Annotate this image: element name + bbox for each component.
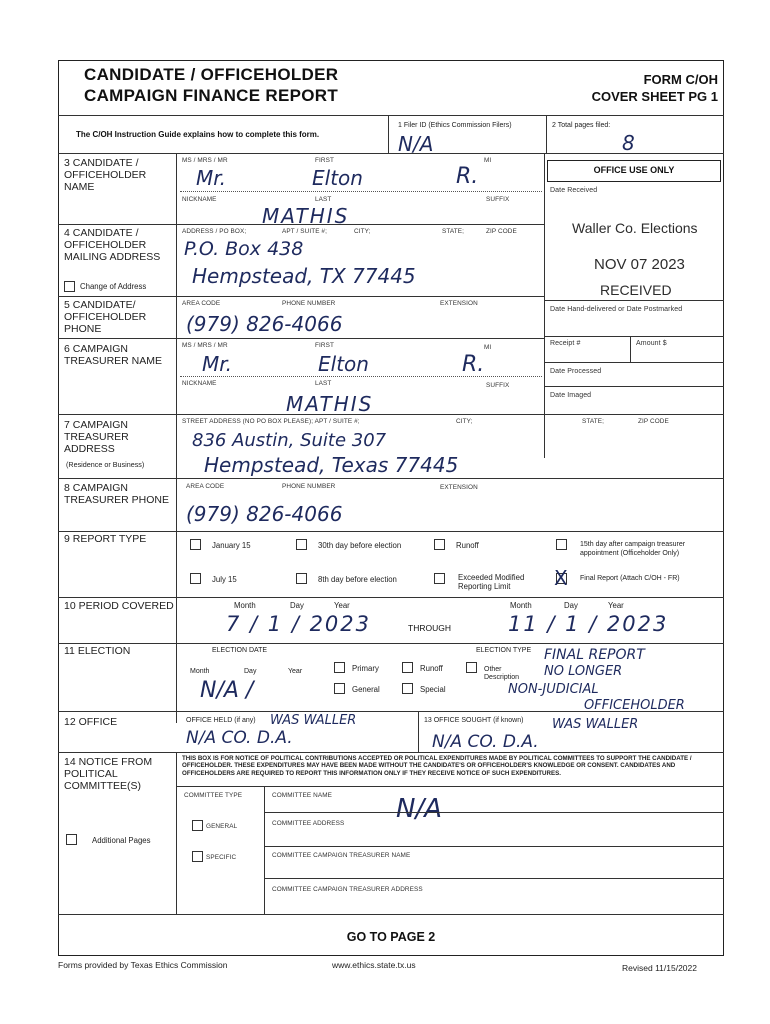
election-runoff-label: Runoff bbox=[420, 664, 443, 673]
s10-from-value[interactable]: 7 / 1 / 2023 bbox=[226, 612, 372, 636]
s10-to-year-label: Year bbox=[608, 601, 624, 610]
footer-revised: Revised 11/15/2022 bbox=[622, 963, 697, 973]
election-other-label: Other bbox=[484, 666, 502, 673]
s11-day-label: Day bbox=[244, 668, 257, 675]
additional-pages-checkbox[interactable] bbox=[66, 834, 77, 845]
footer-website[interactable]: www.ethics.state.tx.us bbox=[332, 960, 416, 970]
s10-through-label: THROUGH bbox=[408, 623, 451, 633]
s4-city-label: CITY; bbox=[354, 228, 371, 235]
s5-ext-label: EXTENSION bbox=[440, 300, 478, 307]
total-pages-value[interactable]: 8 bbox=[622, 131, 635, 155]
office-held-line1[interactable]: WAS WALLER bbox=[270, 713, 357, 728]
s6-first-value[interactable]: Elton bbox=[318, 352, 369, 376]
s3-last-label: LAST bbox=[315, 196, 332, 203]
election-other-desc-label: Description bbox=[484, 674, 520, 681]
report-jan15-label: January 15 bbox=[212, 541, 251, 550]
other-desc-line1[interactable]: FINAL REPORT bbox=[544, 647, 645, 663]
election-special-checkbox[interactable] bbox=[402, 683, 413, 694]
s6-suffix-label: SUFFIX bbox=[486, 382, 510, 389]
s5-area-label: AREA CODE bbox=[182, 300, 221, 307]
section6-title: 6 CAMPAIGN TREASURER NAME bbox=[64, 343, 163, 367]
s6-last-label: LAST bbox=[315, 380, 332, 387]
s10-from-year-label: Year bbox=[334, 601, 350, 610]
s3-first-label: FIRST bbox=[315, 157, 334, 164]
report-runoff-label: Runoff bbox=[456, 541, 479, 550]
committee-type-label: COMMITTEE TYPE bbox=[184, 792, 243, 799]
s3-last-value[interactable]: MATHIS bbox=[262, 204, 350, 228]
section11-title: 11 ELECTION bbox=[64, 645, 131, 657]
office-held-line2[interactable]: N/A CO. D.A. bbox=[186, 728, 293, 748]
filer-id-value[interactable]: N/A bbox=[398, 132, 434, 156]
s3-mi-label: MI bbox=[484, 157, 492, 164]
s10-to-value[interactable]: 11 / 1 / 2023 bbox=[508, 612, 669, 636]
date-processed-label: Date Processed bbox=[550, 368, 602, 375]
election-other-checkbox[interactable] bbox=[466, 662, 477, 673]
section5-title: 5 CANDIDATE/ OFFICEHOLDER PHONE bbox=[64, 299, 147, 335]
s4-zip-label: ZIP CODE bbox=[486, 228, 517, 235]
s3-suffix-label: SUFFIX bbox=[486, 196, 510, 203]
report-final-checkmark: X bbox=[554, 566, 568, 590]
report-30th-checkbox[interactable] bbox=[296, 539, 307, 550]
footer-provided: Forms provided by Texas Ethics Commission bbox=[58, 960, 228, 970]
s8-area-label: AREA CODE bbox=[186, 483, 225, 490]
report-jul15-checkbox[interactable] bbox=[190, 573, 201, 584]
total-pages-label: 2 Total pages filed: bbox=[552, 122, 611, 129]
s6-first-label: FIRST bbox=[315, 342, 334, 349]
receipt-label: Receipt # bbox=[550, 340, 581, 347]
s3-prefix-value[interactable]: Mr. bbox=[196, 166, 226, 190]
election-special-label: Special bbox=[420, 685, 446, 694]
election-runoff-checkbox[interactable] bbox=[402, 662, 413, 673]
committee-general-checkbox[interactable] bbox=[192, 820, 203, 831]
s8-phone-label: PHONE NUMBER bbox=[282, 483, 336, 490]
change-of-address-checkbox[interactable] bbox=[64, 281, 75, 292]
s3-mi-value[interactable]: R. bbox=[456, 164, 479, 189]
instruction-note: The C/OH Instruction Guide explains how to complete this form. bbox=[76, 130, 320, 139]
report-final-label: Final Report (Attach C/OH - FR) bbox=[580, 575, 680, 582]
election-general-label: General bbox=[352, 685, 380, 694]
committee-value[interactable]: N/A bbox=[396, 794, 442, 824]
s3-nickname-label: NICKNAME bbox=[182, 196, 217, 203]
s6-nickname-label: NICKNAME bbox=[182, 380, 217, 387]
report-exceeded-checkbox[interactable] bbox=[434, 573, 445, 584]
report-8th-checkbox[interactable] bbox=[296, 573, 307, 584]
report-8th-label: 8th day before election bbox=[318, 575, 397, 584]
committee-specific-label: SPECIFIC bbox=[206, 854, 237, 861]
office-held-label: OFFICE HELD (if any) bbox=[186, 717, 256, 724]
stamp-line1: Waller Co. Elections bbox=[572, 220, 698, 236]
election-general-checkbox[interactable] bbox=[334, 683, 345, 694]
s6-prefix-value[interactable]: Mr. bbox=[202, 352, 232, 376]
s10-to-month-label: Month bbox=[510, 601, 532, 610]
s7-address-line1[interactable]: 836 Austin, Suite 307 bbox=[192, 430, 387, 451]
s10-from-month-label: Month bbox=[234, 601, 256, 610]
committee-specific-checkbox[interactable] bbox=[192, 851, 203, 862]
committee-name-label: COMMITTEE NAME bbox=[272, 792, 332, 799]
date-received-label: Date Received bbox=[550, 187, 598, 194]
election-primary-checkbox[interactable] bbox=[334, 662, 345, 673]
s8-ext-label: EXTENSION bbox=[440, 484, 478, 491]
section12-title: 12 OFFICE bbox=[64, 716, 118, 728]
s6-mi-label: MI bbox=[484, 344, 492, 351]
office-use-title: OFFICE USE ONLY bbox=[547, 160, 721, 182]
other-desc-line4[interactable]: OFFICEHOLDER bbox=[584, 698, 685, 713]
amount-label: Amount $ bbox=[636, 340, 667, 347]
s4-address-line2[interactable]: Hempstead, TX 77445 bbox=[192, 264, 416, 288]
filer-id-label: 1 Filer ID (Ethics Commission Filers) bbox=[398, 122, 512, 129]
office-sought-label: 13 OFFICE SOUGHT (if known) bbox=[424, 717, 524, 724]
s11-type-label: ELECTION TYPE bbox=[476, 647, 532, 654]
s6-prefix-label: MS / MRS / MR bbox=[182, 342, 228, 349]
s7-street-label: STREET ADDRESS (NO PO BOX PLEASE); APT / SUITE #; bbox=[182, 418, 360, 425]
s4-address-line1[interactable]: P.O. Box 438 bbox=[184, 238, 304, 260]
additional-pages-label: Additional Pages bbox=[92, 836, 151, 845]
s6-mi-value[interactable]: R. bbox=[462, 352, 485, 377]
s11-date-label: ELECTION DATE bbox=[212, 647, 268, 654]
section7-sub: (Residence or Business) bbox=[66, 460, 145, 469]
s11-date-value[interactable]: N/A / bbox=[200, 678, 254, 703]
committee-treasurer-name-label: COMMITTEE CAMPAIGN TREASURER NAME bbox=[272, 852, 411, 859]
form-name: FORM C/OH bbox=[643, 72, 718, 87]
election-primary-label: Primary bbox=[352, 664, 379, 673]
report-exceeded-label: Exceeded Modified Reporting Limit bbox=[458, 573, 525, 591]
office-sought-line2[interactable]: N/A CO. D.A. bbox=[432, 732, 539, 752]
s10-from-day-label: Day bbox=[290, 601, 304, 610]
section14-title: 14 NOTICE FROM POLITICAL COMMITTEE(S) bbox=[64, 756, 153, 792]
s7-state-label: STATE; bbox=[582, 418, 605, 425]
section10-title: 10 PERIOD COVERED bbox=[64, 600, 174, 612]
form-title-line2: CAMPAIGN FINANCE REPORT bbox=[84, 86, 339, 105]
section3-title: 3 CANDIDATE / OFFICEHOLDER NAME bbox=[64, 157, 147, 193]
s10-to-day-label: Day bbox=[564, 601, 578, 610]
report-15th-checkbox[interactable] bbox=[556, 539, 567, 550]
report-jul15-label: July 15 bbox=[212, 575, 237, 584]
go-to-page-2: GO TO PAGE 2 bbox=[346, 930, 436, 944]
report-jan15-checkbox[interactable] bbox=[190, 539, 201, 550]
committee-address-label: COMMITTEE ADDRESS bbox=[272, 820, 345, 827]
s7-city-label: CITY; bbox=[456, 418, 473, 425]
sheet-name: COVER SHEET PG 1 bbox=[591, 89, 718, 104]
section7-title: 7 CAMPAIGN TREASURER ADDRESS bbox=[64, 419, 129, 455]
s5-phone-value[interactable]: (979) 826-4066 bbox=[186, 312, 343, 336]
section9-title: 9 REPORT TYPE bbox=[64, 533, 147, 545]
s6-last-value[interactable]: MATHIS bbox=[286, 392, 374, 416]
date-imaged-label: Date Imaged bbox=[550, 392, 592, 399]
other-desc-line2[interactable]: NO LONGER bbox=[544, 664, 623, 679]
report-30th-label: 30th day before election bbox=[318, 541, 402, 550]
section8-title: 8 CAMPAIGN TREASURER PHONE bbox=[64, 482, 170, 506]
s8-phone-value[interactable]: (979) 826-4066 bbox=[186, 502, 343, 526]
report-runoff-checkbox[interactable] bbox=[434, 539, 445, 550]
stamp-line3: RECEIVED bbox=[600, 282, 672, 298]
section4-title: 4 CANDIDATE / OFFICEHOLDER MAILING ADDRESS bbox=[64, 227, 161, 263]
s4-state-label: STATE; bbox=[442, 228, 465, 235]
stamp-line2: NOV 07 2023 bbox=[594, 256, 685, 273]
committee-general-label: GENERAL bbox=[206, 823, 238, 830]
form-sheet bbox=[58, 60, 724, 956]
section14-notice: THIS BOX IS FOR NOTICE OF POLITICAL CONTRIBUTIONS ACCEPTED OR POLITICAL EXPENDITURES MADE BY POLITICAL COMMITTEES TO SUPPORT THE CANDIDATE / OFFICEHOLDER. THESE EXPENDITURES MAY HAVE BEEN MADE WITHOUT THE CANDIDATE'S OR OFFICEHOLDER'S KNOWLEDGE OR CONSENT. CANDIDATES AND OFFICEHOLDERS ARE REQUIRED TO REPORT THIS INFORMATION ONLY IF THEY RECEIVE NOTICE OF SUCH EXPENDITURES. bbox=[182, 755, 692, 777]
s4-apt-label: APT / SUITE #; bbox=[282, 228, 327, 235]
s5-phone-label: PHONE NUMBER bbox=[282, 300, 336, 307]
s3-first-value[interactable]: Elton bbox=[312, 166, 363, 190]
other-desc-line3[interactable]: NON-JUDICIAL bbox=[508, 682, 599, 697]
committee-treasurer-address-label: COMMITTEE CAMPAIGN TREASURER ADDRESS bbox=[272, 886, 423, 893]
change-of-address-label: Change of Address bbox=[80, 282, 147, 291]
form-title-line1: CANDIDATE / OFFICEHOLDER bbox=[84, 65, 339, 84]
date-hand-delivered-label: Date Hand-delivered or Date Postmarked bbox=[550, 306, 683, 313]
report-15th-label: 15th day after campaign treasurer appointment (Officeholder Only) bbox=[580, 541, 686, 557]
s4-address-label: ADDRESS / PO BOX; bbox=[182, 228, 247, 235]
office-sought-line1[interactable]: WAS WALLER bbox=[552, 717, 639, 732]
s11-year-label: Year bbox=[288, 668, 303, 675]
s11-month-label: Month bbox=[190, 668, 210, 675]
s7-zip-label: ZIP CODE bbox=[638, 418, 669, 425]
s7-address-line2[interactable]: Hempstead, Texas 77445 bbox=[204, 453, 459, 477]
s3-prefix-label: MS / MRS / MR bbox=[182, 157, 228, 164]
